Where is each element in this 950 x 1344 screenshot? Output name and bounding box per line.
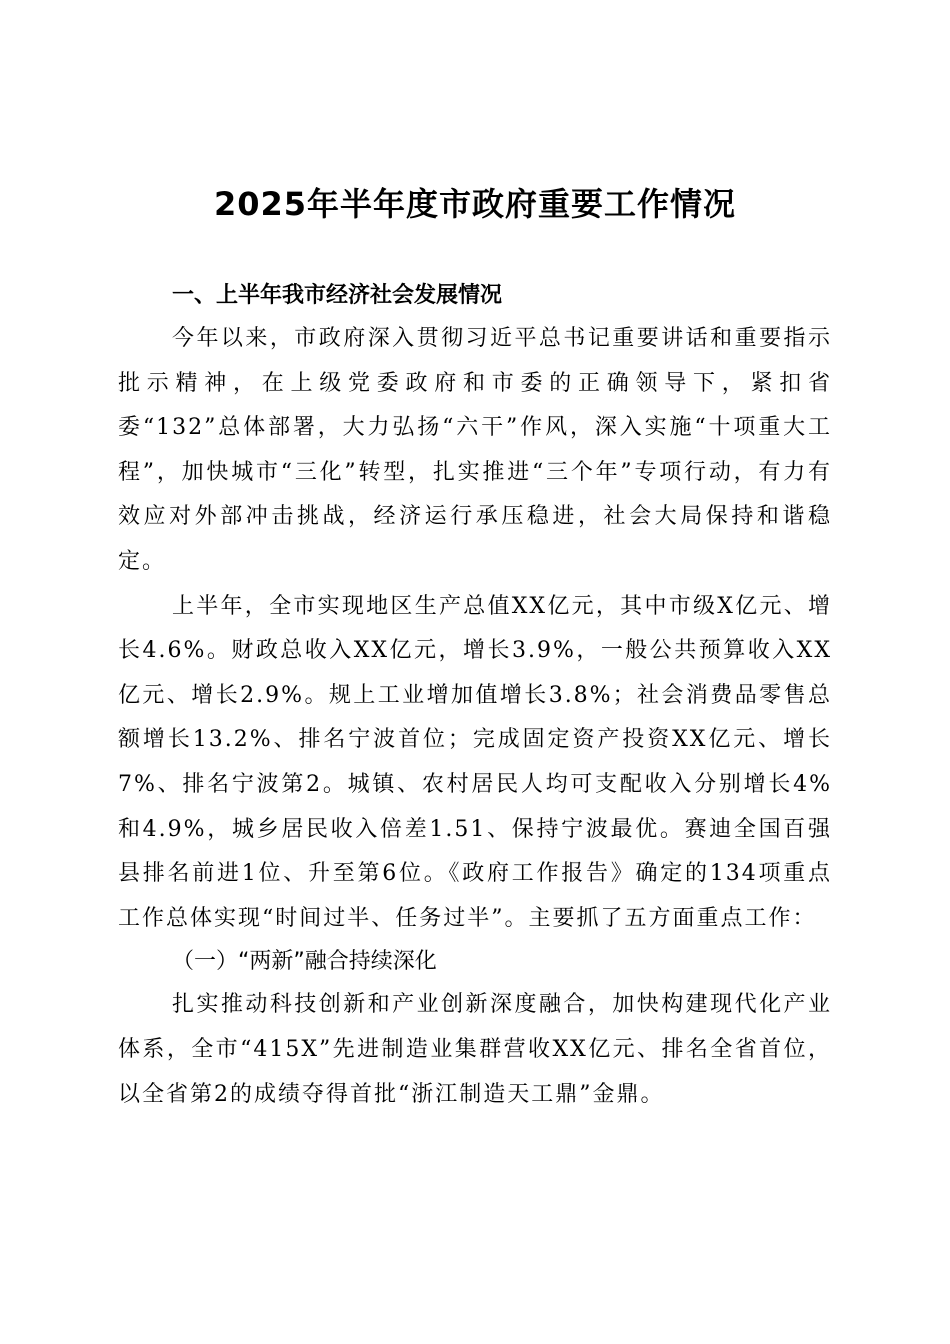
paragraph-industry: 扎实推动科技创新和产业创新深度融合，加快构建现代化产业体系，全市“415X”先进制造业集群营收XX亿元、排名全省首位，以全省第2的成绩夺得首批“浙江制造天工鼎”金鼎。 <box>118 992 832 1107</box>
document-title: 2025年半年度市政府重要工作情况 <box>213 185 737 223</box>
subsection-heading: （一）“两新”融合持续深化 <box>172 949 437 975</box>
paragraph-economic-data: 上半年，全市实现地区生产总值XX亿元，其中市级X亿元、增长4.6%。财政总收入XX亿元，增长3.9%，一般公共预算收入XX亿元、增长2.9%。规上工业增加值增长3.8%；社会消费品零售总额增长13.2%、排名宁波首位；完成固定资产投资XX亿元、增长7%、排名宁波第2。城镇、农村居民人均可支配收入分别增长4%和4.9%，城乡居民收入倍差1.51、保持宁波最优。赛迪全国百强县排名前进1位、升至第6位。《政府工作报告》确定的134项重点工作总体实现“时间过半、任务过半”。主要抓了五方面重点工作： <box>118 593 832 931</box>
paragraph-overview: 今年以来，市政府深入贯彻习近平总书记重要讲话和重要指示批示精神，在上级党委政府和市委的正确领导下，紧扣省委“132”总体部署，大力弘扬“六干”作风，深入实施“十项重大工程”，加快城市“三化”转型，扎实推进“三个年”专项行动，有力有效应对外部冲击挑战，经济运行承压稳进，社会大局保持和谐稳定。 <box>118 326 832 574</box>
section-heading: 一、上半年我市经济社会发展情况 <box>172 283 503 308</box>
document-body <box>118 275 832 1117</box>
